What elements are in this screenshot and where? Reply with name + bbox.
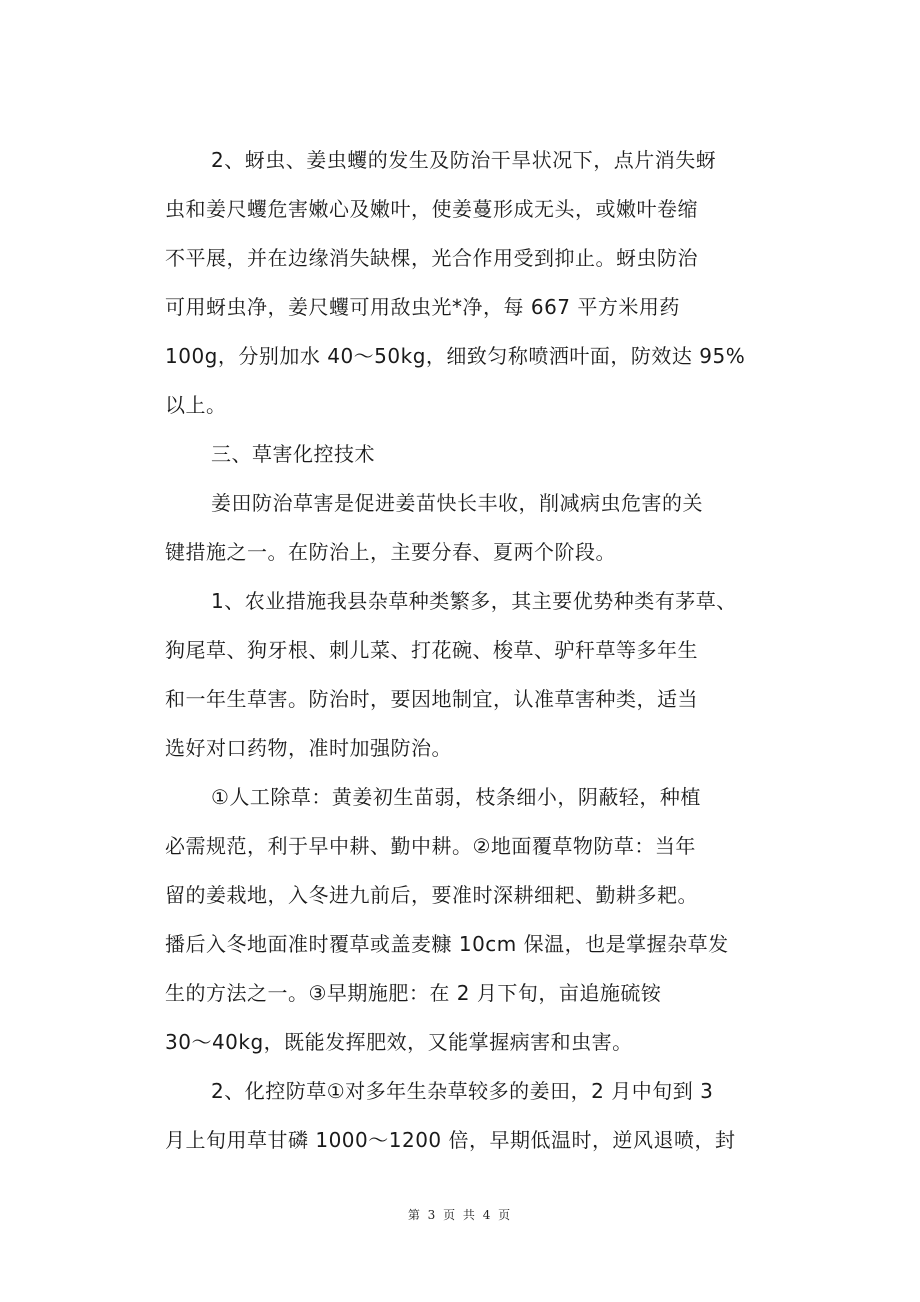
- page-number-footer: 第 3 页 共 4 页: [407, 1208, 513, 1222]
- text-line: 留的姜栽地，入冬进九前后，要准时深耕细耙、勤耕多耙。: [165, 883, 698, 907]
- text-line: 必需规范，利于早中耕、勤中耕。②地面覆草物防草：当年: [165, 834, 696, 858]
- text-line: 100g，分别加水 40～50kg，细致匀称喷洒叶面，防效达 95%: [165, 344, 746, 368]
- text-line: 不平展，并在边缘消失缺棵，光合作用受到抑止。蚜虫防治: [165, 246, 698, 270]
- section-heading: 三、草害化控技术: [211, 442, 375, 466]
- text-line: 键措施之一。在防治上，主要分春、夏两个阶段。: [165, 540, 616, 564]
- text-line: 月上旬用草甘磷 1000～1200 倍，早期低温时，逆风退喷，封: [165, 1128, 736, 1152]
- text-line: 虫和姜尺蠼危害嫩心及嫩叶，使姜蔓形成无头，或嫩叶卷缩: [165, 197, 698, 221]
- text-line: 2、蚜虫、姜虫蠼的发生及防治干旱状况下，点片消失蚜: [211, 148, 717, 172]
- text-line: 选好对口药物，准时加强防治。: [165, 736, 452, 760]
- text-line: 和一年生草害。防治时，要因地制宜，认准草害种类，适当: [165, 687, 698, 711]
- text-line: ①人工除草：黄姜初生苗弱，枝条细小，阴蔽轻，种植: [211, 785, 701, 809]
- text-line: 姜田防治草害是促进姜苗快长丰收，削减病虫危害的关: [211, 491, 703, 515]
- text-line: 30～40kg，既能发挥肥效，又能掌握病害和虫害。: [165, 1030, 633, 1054]
- text-line: 狗尾草、狗牙根、刺儿菜、打花碗、梭草、驴秆草等多年生: [165, 638, 698, 662]
- text-line: 2、化控防草①对多年生杂草较多的姜田，2 月中旬到 3: [211, 1079, 714, 1103]
- text-line: 生的方法之一。③早期施肥：在 2 月下旬，亩追施硫铵: [165, 981, 662, 1005]
- text-line: 1、农业措施我县杂草种类繁多，其主要优势种类有茅草、: [211, 589, 737, 613]
- text-line: 可用蚜虫净，姜尺蠼可用敌虫光*净，每 667 平方米用药: [165, 295, 680, 319]
- text-line: 播后入冬地面准时覆草或盖麦糠 10cm 保温，也是掌握杂草发: [165, 932, 729, 956]
- text-line: 以上。: [165, 393, 227, 417]
